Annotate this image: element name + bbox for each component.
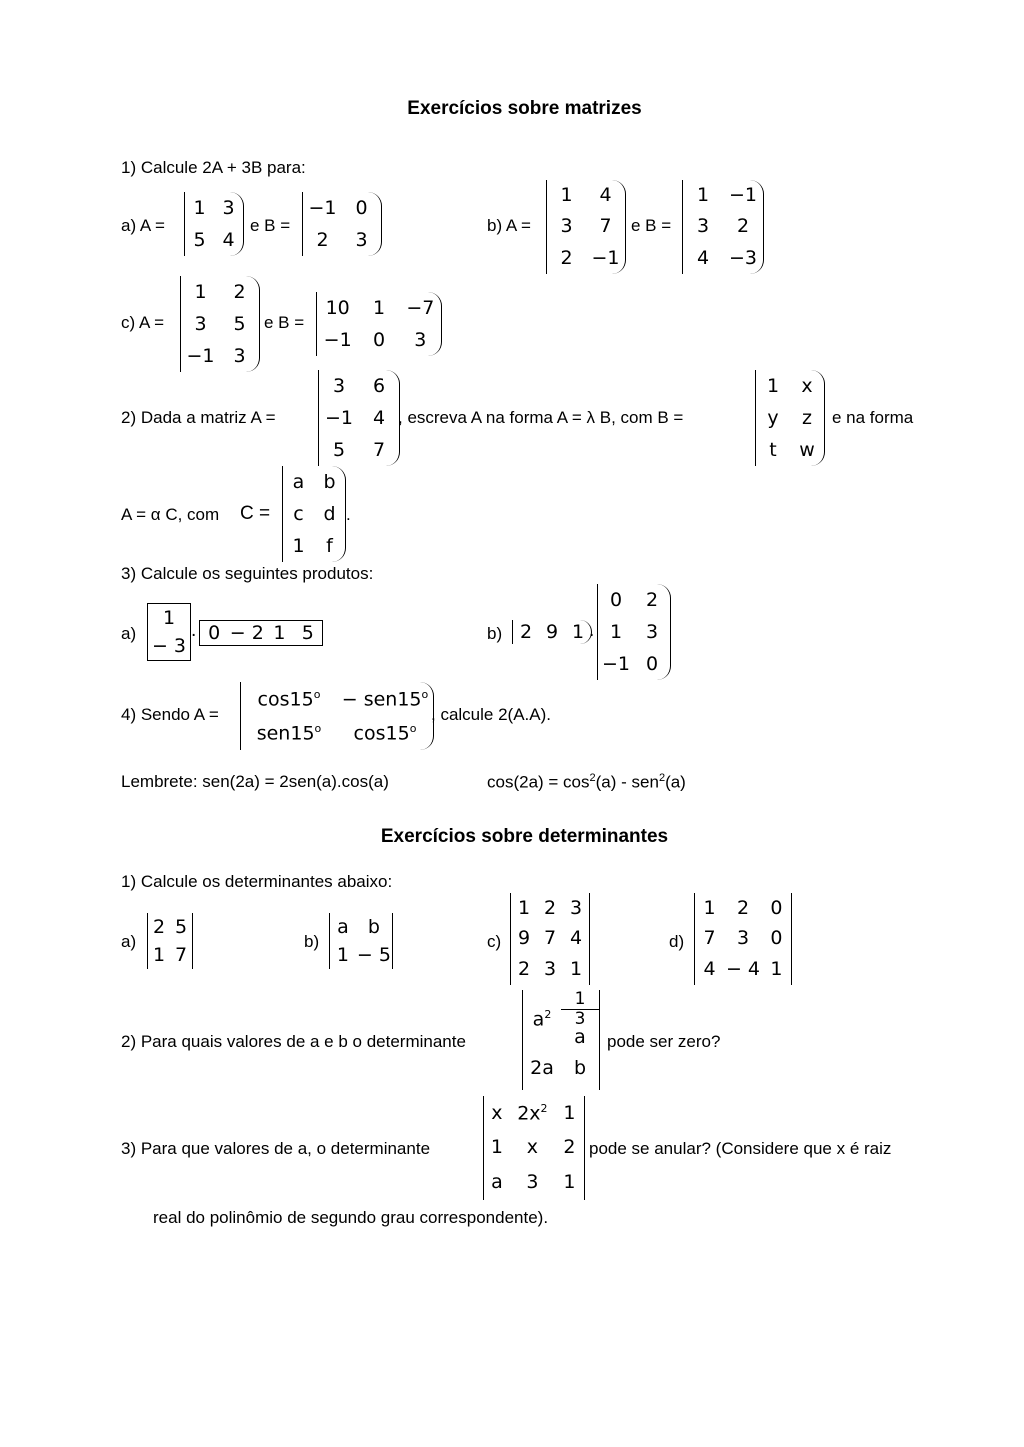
cell: 5 — [332, 438, 346, 461]
cell: 3 — [332, 374, 346, 397]
cell: −1 — [308, 196, 337, 219]
cell: 9 — [545, 620, 559, 643]
cell: 2 — [152, 915, 166, 938]
cell: 1 — [560, 184, 573, 207]
cell: 3 — [696, 215, 710, 238]
reminder-part: (a) — [665, 772, 686, 792]
d3-suffix: pode se anular? (Considere que x é raiz — [589, 1139, 892, 1158]
d1d-determinant — [694, 893, 792, 985]
numerator: 1 — [561, 990, 599, 1010]
d2-prefix: 2) Para quais valores de a e b o determinante — [121, 1032, 466, 1051]
cell: 3 — [194, 312, 207, 335]
q4-suffix: , calcule 2(A.A). — [431, 705, 551, 724]
q2-line2-prefix: A = α C, com — [121, 505, 220, 524]
degree: o — [409, 721, 417, 735]
reminder-cos — [487, 772, 686, 793]
cell — [241, 689, 337, 709]
cell: 0 — [609, 588, 623, 611]
d2-determinant — [522, 990, 600, 1090]
cell: 2 — [563, 1136, 576, 1159]
cell: a — [337, 915, 349, 938]
q2-C-label: C = — [240, 503, 271, 524]
cell: 2 — [736, 215, 750, 238]
cell: 1 — [696, 184, 710, 207]
q2-prefix: 2) Dada a matriz A = — [121, 408, 276, 427]
cell: 1 — [569, 958, 583, 981]
cell: 0 — [770, 927, 783, 950]
cell: −1 — [323, 328, 352, 351]
q1a-matrix-B — [302, 192, 382, 256]
cell: a — [292, 470, 305, 493]
cell — [561, 990, 599, 1047]
cell: 7 — [703, 927, 716, 950]
cell: 4 — [696, 246, 710, 269]
cell: −1 — [601, 652, 630, 675]
cell: 1 — [336, 943, 349, 966]
q1c-matrix-A — [180, 276, 260, 372]
d1c-label: c) — [487, 932, 502, 951]
q3a-row-vector — [199, 620, 323, 646]
cell: −1 — [591, 246, 620, 269]
cell: 5 — [193, 228, 206, 251]
q4-matrix — [240, 682, 434, 750]
q3a-column-vector — [147, 603, 191, 661]
cell: − 3 — [151, 634, 187, 657]
cell: 3 — [560, 215, 573, 238]
cell: 4 — [222, 228, 235, 251]
q2-matrix-A — [318, 370, 400, 466]
q1b-matrix-B — [682, 180, 764, 274]
cell: 1 — [193, 196, 206, 219]
cell-text: a — [574, 1026, 586, 1049]
cell: 0 — [208, 621, 221, 644]
cell — [241, 723, 337, 743]
cell: 2 — [316, 228, 329, 251]
cell: b — [323, 470, 336, 493]
degree: o — [421, 687, 429, 701]
cell: 5 — [174, 915, 188, 938]
q1c-label: c) A = — [121, 313, 164, 332]
cell: c — [293, 502, 304, 525]
cell: 1 — [292, 534, 305, 557]
cell — [337, 689, 433, 709]
cell: 2 — [519, 620, 533, 643]
cell — [510, 1103, 555, 1123]
cell: w — [799, 438, 815, 461]
cell: 3 — [569, 896, 583, 919]
reminder-part: (a) - sen — [595, 772, 659, 792]
cell: 1 — [563, 1101, 576, 1124]
cell: 2 — [543, 896, 557, 919]
reminder-part: cos(2a) = cos — [487, 772, 590, 792]
cell: 5 — [301, 621, 314, 644]
cell: 7 — [599, 215, 612, 238]
d3-determinant — [483, 1096, 585, 1200]
d3-prefix: 3) Para que valores de a, o determinante — [121, 1139, 431, 1158]
degree: o — [314, 721, 322, 735]
cell-text: 2x — [517, 1102, 541, 1125]
cell: 0 — [645, 652, 659, 675]
cell: f — [326, 534, 333, 557]
cell: −1 — [728, 184, 757, 207]
cell: y — [767, 406, 779, 429]
cell: −1 — [324, 406, 353, 429]
q1b-label: b) A = — [487, 216, 531, 235]
cell: −1 — [186, 344, 215, 367]
cell: 1 — [162, 606, 176, 629]
d1d-label: d) — [669, 932, 685, 951]
cell: 1 — [766, 374, 780, 397]
cell: b — [573, 1057, 587, 1080]
exponent: 2 — [544, 1007, 552, 1021]
degree: o — [313, 687, 321, 701]
cell: 3 — [233, 344, 246, 367]
cell: 4 — [372, 406, 386, 429]
q3b-label: b) — [487, 624, 503, 643]
section-title-determinants: Exercícios sobre determinantes — [380, 826, 669, 847]
q3b-row-vector — [512, 620, 595, 644]
cell: 2 — [560, 246, 573, 269]
d1-prompt: 1) Calcule os determinantes abaixo: — [121, 872, 393, 891]
cell: 0 — [372, 328, 386, 351]
cell: 3 — [222, 196, 235, 219]
cell: 3 — [414, 328, 427, 351]
exponent: 2 — [658, 772, 666, 784]
fraction — [561, 990, 599, 1028]
cell: −7 — [406, 296, 435, 319]
cell: 2 — [517, 958, 531, 981]
cell: 0 — [770, 896, 783, 919]
q1a-matrix-A — [184, 192, 244, 256]
cell: 2 — [736, 896, 750, 919]
cell: 7 — [372, 438, 386, 461]
cell: 3 — [543, 958, 557, 981]
cell: 1 — [770, 958, 783, 981]
cell: 4 — [703, 958, 716, 981]
reminder-sin: Lembrete: sen(2a) = 2sen(a).cos(a) — [121, 772, 389, 791]
cell: 1 — [609, 620, 623, 643]
exponent: 2 — [589, 772, 596, 784]
q1c-matrix-B — [316, 292, 442, 356]
cell-text: cos15 — [257, 688, 314, 711]
cell: 1 — [152, 943, 166, 966]
cell: x — [491, 1101, 503, 1124]
cell: 4 — [569, 927, 583, 950]
cell-text: cos15 — [353, 722, 410, 745]
q2-matrix-B — [755, 370, 825, 466]
cell: 7 — [174, 943, 188, 966]
cell — [523, 1009, 561, 1029]
cell: 3 — [736, 927, 750, 950]
d1a-determinant — [147, 913, 193, 969]
q2-line2-suffix: . — [346, 505, 351, 524]
cell: 3 — [355, 228, 368, 251]
cell: 6 — [372, 374, 386, 397]
cell: 10 — [325, 296, 350, 319]
cell: 1 — [273, 621, 286, 644]
cell: 1 — [703, 896, 716, 919]
cell: 1 — [194, 280, 207, 303]
cell: b — [367, 915, 380, 938]
cell: x — [526, 1136, 538, 1159]
cell: 0 — [355, 196, 368, 219]
cell: −3 — [728, 246, 757, 269]
q1b-mid: e B = — [631, 216, 672, 235]
cell: 3 — [645, 620, 659, 643]
cell: 9 — [517, 927, 531, 950]
cell: 1 — [563, 1171, 576, 1194]
cell: 7 — [543, 927, 557, 950]
q2-suffix: e na forma — [832, 408, 914, 427]
q2-matrix-C — [282, 466, 346, 562]
cell — [337, 723, 433, 743]
cell: 2 — [233, 280, 246, 303]
cell: 1 — [517, 896, 531, 919]
q3a-label: a) — [121, 624, 137, 643]
q4-prefix: 4) Sendo A = — [121, 705, 219, 724]
q3b-matrix — [597, 584, 671, 680]
page-title: Exercícios sobre matrizes — [407, 98, 642, 119]
cell: a — [491, 1171, 503, 1194]
cell: 2 — [645, 588, 659, 611]
cell: z — [802, 406, 812, 429]
d2-suffix: pode ser zero? — [607, 1032, 721, 1051]
cell: 2a — [530, 1057, 554, 1080]
cell-text: a — [532, 1007, 545, 1030]
cell: 5 — [233, 312, 246, 335]
cell: 1 — [571, 620, 585, 643]
q1a-label: a) A = — [121, 216, 165, 235]
q1-prompt: 1) Calcule 2A + 3B para: — [121, 158, 306, 177]
cell: 1 — [490, 1136, 503, 1159]
q1b-matrix-A — [546, 180, 626, 274]
denominator: 3 — [574, 1008, 586, 1029]
d3-line2: real do polinômio de segundo grau correspondente). — [153, 1208, 549, 1227]
d1b-label: b) — [304, 932, 320, 951]
q3a-dot: . — [191, 620, 197, 641]
cell: 4 — [599, 184, 612, 207]
d1c-determinant — [510, 893, 590, 985]
cell: − 5 — [356, 943, 391, 966]
cell: t — [769, 438, 777, 461]
q3-prompt: 3) Calcule os seguintes produtos: — [121, 564, 374, 583]
d1a-label: a) — [121, 932, 137, 951]
cell: 1 — [372, 296, 386, 319]
cell: d — [323, 502, 336, 525]
q2-mid: , escreva A na forma A = λ B, com B = — [398, 408, 684, 427]
exponent: 2 — [540, 1102, 548, 1116]
cell: − 4 — [725, 958, 761, 981]
cell: x — [801, 374, 813, 397]
q1c-mid: e B = — [264, 313, 305, 332]
cell-text: − sen15 — [341, 688, 422, 711]
q1a-mid: e B = — [250, 216, 291, 235]
q3b-dot: . — [589, 620, 595, 641]
cell: 3 — [526, 1171, 539, 1194]
d1b-determinant — [329, 913, 393, 969]
cell-text: sen15 — [256, 722, 315, 745]
cell: − 2 — [229, 621, 264, 644]
